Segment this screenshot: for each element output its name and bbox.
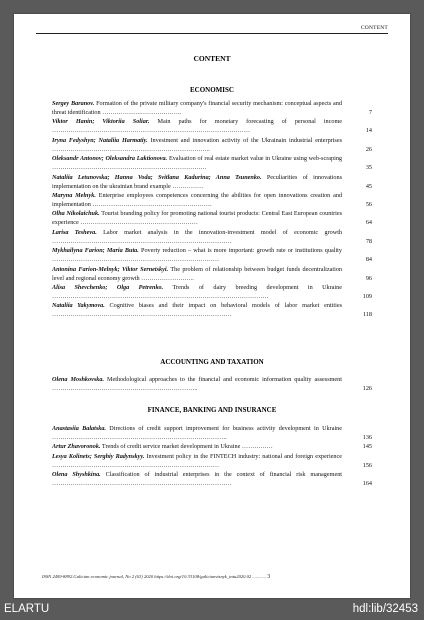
entry-page: 136 [362,433,372,441]
toc-entry[interactable] [52,100,372,118]
entry-title: Main paths for monetary forecasting of personal income …………………………………………………………………………………… [52,118,343,135]
entry-title: Peculiarities of innovations implementation on the ukrainian brand example …………… [52,173,342,190]
entry-page: 84 [365,256,372,264]
entry-title: Tourist branding policy for promoting national tourist products: Central East European countries experience ………………………………………………… [52,210,343,227]
toc-entry[interactable] [52,425,372,443]
page-footer [42,574,380,580]
entry-authors: Olha Nikolaichuk. [52,210,100,218]
toc-entry[interactable] [52,247,372,265]
toc-entry[interactable] [52,376,372,394]
entry-title: Labor market analysis in the innovation-investment model of economic growth …………………………………………………………………………… [52,228,343,245]
entry-authors: Larisa Tesheva. [52,228,97,236]
toc-entry[interactable] [52,192,372,210]
repository-bar [0,601,424,620]
entry-page: 7 [368,108,372,116]
toc-entry[interactable] [52,471,372,489]
toc-entry[interactable] [52,174,372,192]
entry-authors: Nataliia Yakymova. [52,302,105,310]
entry-page: 26 [365,145,372,153]
entry-authors: Mykhailyna Farion; Maria Buta. [52,247,139,255]
toc-entry[interactable] [52,137,372,155]
entry-page: 35 [365,164,372,172]
entry-title: Methodological approaches to the financial and economic information quality assessment …………………………………………………………….. [52,376,342,392]
toc-entry[interactable] [52,210,372,228]
toc-entry[interactable] [52,453,372,471]
entry-page: 156 [362,461,372,469]
document-page [14,14,410,598]
entry-page: 126 [362,384,372,392]
entry-title: Trends of dairy breeding development in Ukraine …………………………………………………………………………………………… [52,284,342,300]
entry-title: Investment policy in the FINTECH industry: national and foreign experience ……………………………………………………………………… [52,452,343,469]
repository-name: ELARTU [4,603,50,615]
content-title: CONTENT [193,54,231,63]
entry-page: 109 [362,292,372,300]
entry-page: 118 [362,311,372,319]
footer-citation: ISSN 2409-8892.Galician economic journal, No 2 (63) 2020 https://doi.org/10.33108/galicianvisnyk_tntu2020.02 ............ [42,574,267,579]
entry-title: Formation of the private military company's financial security mechanism: conceptual aspects and threat identification ……………….……………….. [52,100,342,116]
entry-authors: Viktor Hanin; Viktoriia Soliar. [52,118,150,126]
entry-authors: Lesya Kolinets; Serghiy Radynskyy. [52,452,145,460]
header-rule [36,33,388,34]
entry-authors: Iryna Fedyshyn; Nataliia Harmatiy. [52,136,148,144]
handle-id[interactable]: hdl:lib/32453 [352,603,418,615]
page-number: 3 [267,574,271,580]
entry-authors: Olena Moshkovska. [52,376,104,383]
toc-entry[interactable] [52,155,372,173]
entry-page: 145 [362,443,372,451]
entry-authors: Antonina Farion-Melnyk; Viktor Sernetskyi. [52,265,169,273]
entry-page: 56 [365,200,372,208]
toc-entry[interactable] [52,266,372,284]
toc-entry[interactable] [52,443,372,452]
entry-page: 164 [362,480,372,488]
section-title-accounting: ACCOUNTING AND TAXATION [160,358,264,366]
entry-title: Enterprise employees competences concerning the abilities for open innovations creation and implementation …………………………………………………. [52,192,343,208]
entry-title: Classification of industrial enterprises in the context of financial risk management …………………………………………………………………………… [52,471,343,488]
toc-entry[interactable] [52,118,372,136]
entry-authors: Alisa Shevchenko; Olga Petrenko. [52,284,164,292]
entry-authors: Sergey Baranov. [52,100,95,107]
section-title-economics: ECONOMISC [190,86,234,94]
entry-authors: Nataliia Letunovska; Hanna Voda; Svitlana Kadurina; Anna Tsunenko. [52,173,262,181]
running-head: CONTENT [360,25,388,31]
toc-entry[interactable] [52,302,372,320]
entry-page: 78 [365,237,372,245]
section-title-finance: FINANCE, BANKING AND INSURANCE [147,406,277,414]
entry-page: 96 [365,274,372,282]
toc-entry[interactable] [52,229,372,247]
entry-title: Evaluation of real estate market value in Ukraine using web-scraping ………………………………………………………………… [52,155,343,172]
entry-authors: Artur Zhavoronok. [52,443,101,451]
accounting-entries [52,376,372,394]
entry-authors: Anastasiia Balatska. [52,425,106,432]
finance-entries [52,425,372,490]
entry-page: 14 [365,127,372,135]
entry-title: The problem of relationship between budget funds decentralization level and regional economy growth …………………….. [52,265,342,282]
entry-page: 64 [365,219,372,227]
entry-title: Poverty reduction – what is more important: growth rate or institutions quality ……………………………………………………………………… [52,247,342,264]
entry-title: Cognitive biases and their impact on behavioral models of labor market entities …………………………………………………………………………… [52,302,343,319]
entry-authors: Olena Shyshkina. [52,471,101,479]
entry-authors: Oleksandr Antonov; Oleksandra Laktionova. [52,155,168,163]
entry-title: Trends of credit service market development in Ukraine …………… [101,443,273,451]
entry-page: 45 [365,182,372,190]
economics-entries [52,100,372,321]
entry-title: Investment and innovation activity of the Ukrainain industrial enterprises ………………………………………………………………….. [52,136,342,153]
entry-authors: Maryna Melnyk. [52,192,96,200]
entry-title: Directions of credit support improvement for business activity development in Ukraine …………………………………………………………………………. [52,425,343,441]
toc-entry[interactable] [52,284,372,302]
